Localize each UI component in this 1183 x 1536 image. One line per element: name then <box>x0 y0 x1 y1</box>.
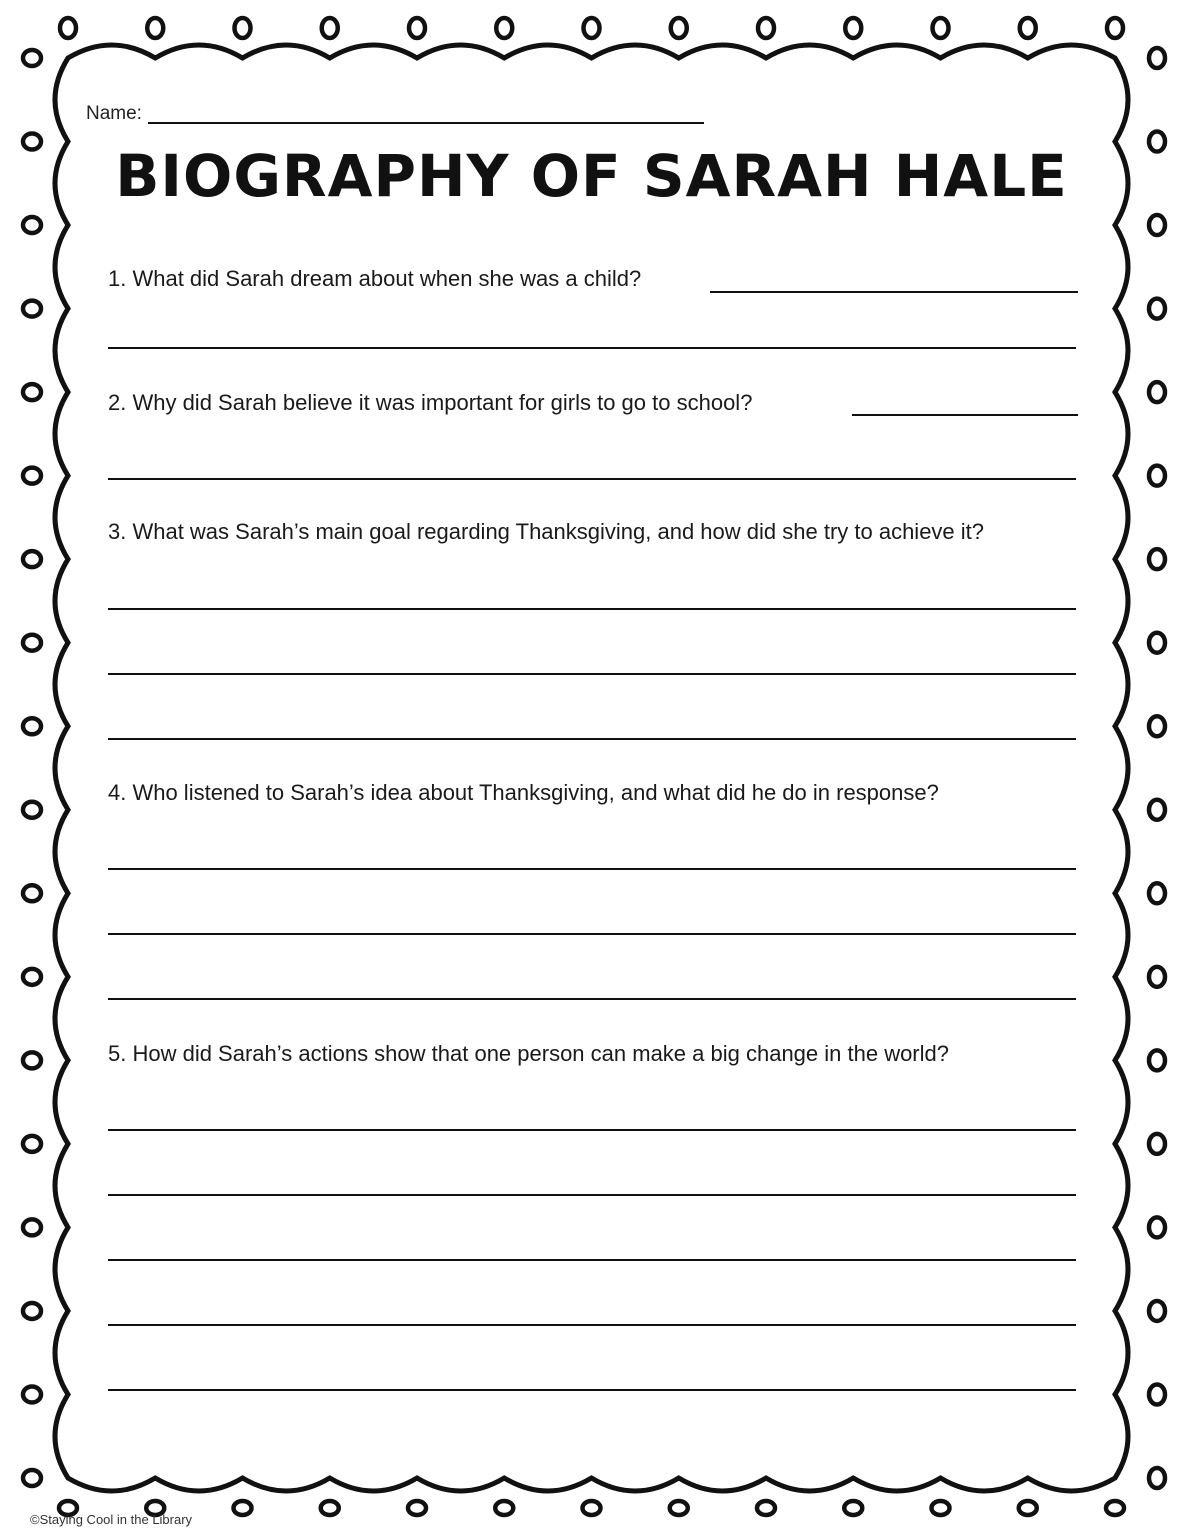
border-ring <box>23 802 41 818</box>
border-ring <box>23 718 41 734</box>
border-ring <box>1149 48 1165 68</box>
answer-line-5e[interactable] <box>108 1389 1076 1391</box>
border-ring <box>1149 382 1165 402</box>
border-ring <box>933 18 949 38</box>
border-ring <box>321 1501 339 1515</box>
border-ring <box>1149 1301 1165 1321</box>
answer-line-3b[interactable] <box>108 673 1076 675</box>
copyright-footer: ©Staying Cool in the Library <box>30 1512 193 1527</box>
border-ring <box>23 1136 41 1152</box>
border-ring <box>147 18 163 38</box>
question-1: 1. What did Sarah dream about when she was a child? <box>108 266 642 291</box>
answer-line-5d[interactable] <box>108 1324 1076 1326</box>
answer-line-5c[interactable] <box>108 1259 1076 1261</box>
border-ring <box>235 18 251 38</box>
border-ring <box>23 384 41 400</box>
answer-line-5b[interactable] <box>108 1194 1076 1196</box>
border-ring <box>1149 967 1165 987</box>
border-ring <box>496 18 512 38</box>
border-ring <box>1149 1468 1165 1488</box>
border-ring <box>23 1470 41 1486</box>
answer-line-5a[interactable] <box>108 1129 1076 1131</box>
border-ring <box>1149 1050 1165 1070</box>
border-ring <box>844 1501 862 1515</box>
border-ring <box>1149 1217 1165 1237</box>
border-ring <box>23 217 41 233</box>
answer-line-3a[interactable] <box>108 608 1076 610</box>
border-ring <box>23 885 41 901</box>
border-ring <box>1106 1501 1124 1515</box>
border-ring <box>408 1501 426 1515</box>
page-title: BIOGRAPHY OF SARAH HALE <box>115 142 1068 210</box>
border-ring <box>1149 466 1165 486</box>
border-ring <box>23 1303 41 1319</box>
border-ring <box>322 18 338 38</box>
border-ring <box>1149 633 1165 653</box>
border-ring <box>845 18 861 38</box>
answer-line-4b[interactable] <box>108 933 1076 935</box>
border-ring <box>1149 549 1165 569</box>
border-ring <box>1149 800 1165 820</box>
border-ring <box>23 635 41 651</box>
border-ring <box>60 18 76 38</box>
border-ring <box>495 1501 513 1515</box>
border-ring <box>23 1219 41 1235</box>
border-ring <box>23 1052 41 1068</box>
border-ring <box>23 969 41 985</box>
border-ring <box>1149 716 1165 736</box>
border-ring <box>932 1501 950 1515</box>
question-2: 2. Why did Sarah believe it was important for girls to go to school? <box>108 390 753 415</box>
answer-line-2[interactable] <box>108 478 1076 480</box>
scallop-outline <box>55 45 1128 1491</box>
answer-line-3c[interactable] <box>108 738 1076 740</box>
border-ring <box>409 18 425 38</box>
border-ring <box>584 18 600 38</box>
border-ring <box>1149 215 1165 235</box>
border-ring <box>671 18 687 38</box>
border-ring <box>1107 18 1123 38</box>
border-ring <box>670 1501 688 1515</box>
border-ring <box>1019 1501 1037 1515</box>
answer-line-1[interactable] <box>108 347 1076 349</box>
border-ring <box>757 1501 775 1515</box>
border-ring <box>23 301 41 317</box>
border-ring <box>1149 1384 1165 1404</box>
question-5: 5. How did Sarah’s actions show that one person can make a big change in the world? <box>108 1041 949 1066</box>
question-4: 4. Who listened to Sarah’s idea about Thanksgiving, and what did he do in response? <box>108 780 939 805</box>
question-3: 3. What was Sarah’s main goal regarding Thanksgiving, and how did she try to achieve it? <box>108 519 985 544</box>
border-ring <box>1149 883 1165 903</box>
answer-line-1-inline[interactable] <box>710 291 1078 293</box>
answer-line-4a[interactable] <box>108 868 1076 870</box>
border-ring <box>1149 1134 1165 1154</box>
border-ring <box>234 1501 252 1515</box>
name-field-line[interactable] <box>148 122 704 124</box>
border-ring <box>23 551 41 567</box>
border-ring <box>583 1501 601 1515</box>
border-ring <box>1020 18 1036 38</box>
border-ring <box>1149 299 1165 319</box>
border-ring <box>23 1386 41 1402</box>
answer-line-4c[interactable] <box>108 998 1076 1000</box>
border-ring <box>23 50 41 66</box>
answer-line-2-inline[interactable] <box>852 414 1078 416</box>
name-label: Name: <box>86 103 142 124</box>
border-ring <box>758 18 774 38</box>
border-ring <box>23 468 41 484</box>
